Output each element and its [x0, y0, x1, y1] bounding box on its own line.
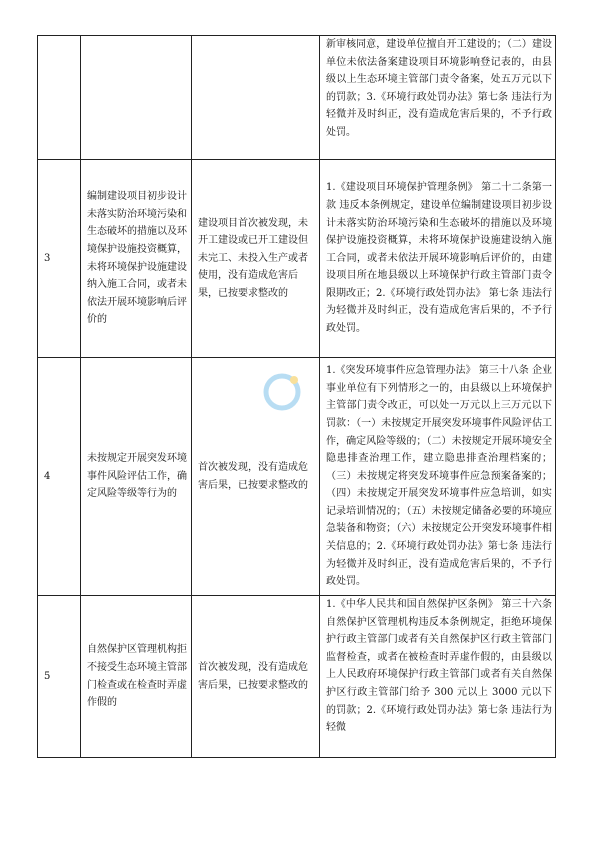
table-row: [38, 358, 556, 596]
violation-behavior: [81, 36, 192, 160]
legal-basis: 新审核同意，建设单位擅自开工建设的；（二）建设单位未依法备案建设项目环境影响登记表的，由县级以上生态环境主管部门责令备案，处五万元以下的罚款；3.《环境行政处罚办法》第七条 违法行为轻微并及时纠正，没有造成危害后果的，不予行政处罚。: [320, 36, 556, 160]
legal-basis: 1.《突发环境事件应急管理办法》 第三十八条 企业事业单位有下列情形之一的，由县级以上环境保护主管部门责令改正，可以处一万元以上三万元以下罚款：（一）未按规定开展突发环境事件风险评估工作，确定风险等级的；（二）未按规定开展环境安全隐患排查治理工作，建立隐患排查治理档案的；（三）未按规定将突发环境事件应急预案备案的；（四）未按规定开展突发环境事件应急培训，如实记录培训情况的；（五）未按规定储备必要的环境应急装备和物资；（六）未按规定公开突发环境事件相关信息的；2.《环境行政处罚办法》第七条 违法行为轻微并及时纠正，没有造成危害后果的，不予行政处罚。: [320, 358, 556, 596]
legal-basis: 1.《中华人民共和国自然保护区条例》 第三十六条 自然保护区管理机构违反本条例规定，拒绝环境保护行政主管部门或者有关自然保护区行政主管部门监督检查，或者在被检查时弄虚作假的，由县级以上人民政府环境保护行政主管部门或者有关自然保护区行政主管部门给予 300 元以上 3000 元以下的罚款；2.《环境行政处罚办法》第七条 违法行为轻微: [320, 596, 556, 758]
table-row: [38, 160, 556, 358]
row-number: 3: [38, 160, 81, 358]
violation-behavior: 自然保护区管理机构拒不接受生态环境主管部门检查或在检查时弄虚作假的: [81, 596, 192, 758]
table-row: [38, 596, 556, 758]
violation-behavior: 未按规定开展突发环境事件风险评估工作，确定风险等级等行为的: [81, 358, 192, 596]
exemption-condition: 建设项目首次被发现，未开工建设或已开工建设但未完工、未投入生产或者使用，没有造成危害后果，已按要求整改的: [192, 160, 320, 358]
row-number: 4: [38, 358, 81, 596]
penalty-exemption-table: [37, 35, 556, 758]
exemption-condition: 首次被发现，没有造成危害后果，已按要求整改的: [192, 358, 320, 596]
exemption-condition: [192, 36, 320, 160]
row-number: [38, 36, 81, 160]
violation-behavior: 编制建设项目初步设计未落实防治环境污染和生态破坏的措施以及环境保护设施投资概算，未将环境保护设施建设纳入施工合同，或者未依法开展环境影响后评价的: [81, 160, 192, 358]
row-number: 5: [38, 596, 81, 758]
legal-basis: 1.《建设项目环境保护管理条例》 第二十二条第一款 违反本条例规定，建设单位编制建设项目初步设计未落实防治环境污染和生态破坏的措施以及环境保护设施投资概算，未将环境保护设施建设纳入施工合同，或者未依法开展环境影响后评价的，由建设项目所在地县级以上环境保护行政主管部门责令限期改正；2.《环境行政处罚办法》 第七条 违法行为轻微并及时纠正，没有造成危害后果的，不予行政处罚。: [320, 160, 556, 358]
table-row: [38, 36, 556, 160]
exemption-condition: 首次被发现，没有造成危害后果，已按要求整改的: [192, 596, 320, 758]
